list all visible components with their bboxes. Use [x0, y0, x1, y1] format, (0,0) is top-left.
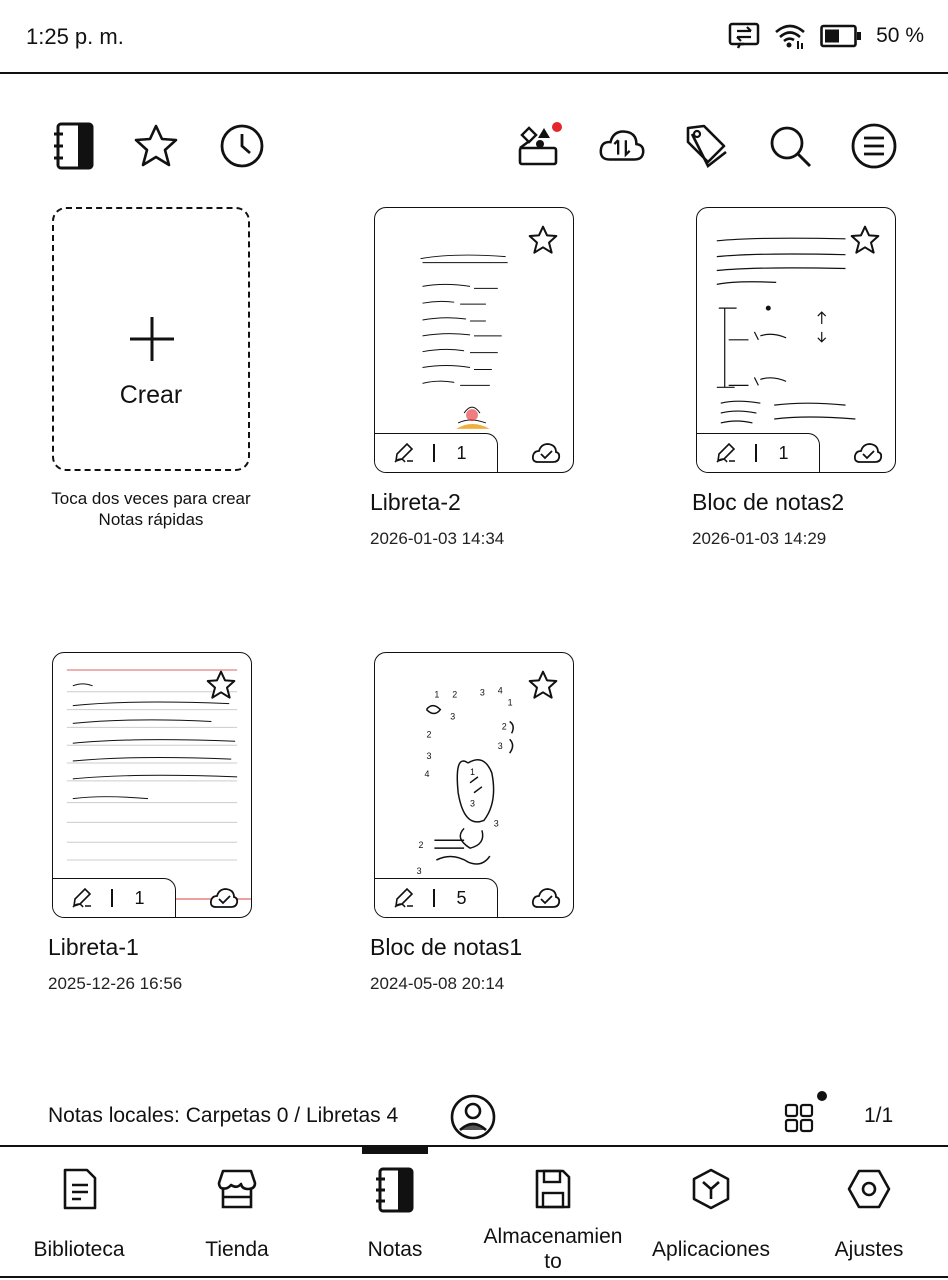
plus-icon: [128, 315, 176, 363]
nav-biblioteca[interactable]: [0, 1147, 158, 1278]
favorites-star-icon[interactable]: [132, 122, 180, 170]
note-card-footer: [53, 878, 176, 917]
status-bar: [0, 0, 948, 74]
svg-text:4: 4: [424, 768, 430, 779]
nav-label: Biblioteca: [33, 1238, 125, 1261]
bottom-border: [0, 1276, 948, 1278]
nav-ajustes[interactable]: [790, 1147, 948, 1278]
svg-text:3: 3: [426, 751, 432, 762]
footer-separator: [433, 889, 435, 907]
grid-notification-dot: [817, 1091, 827, 1101]
svg-text:3: 3: [416, 865, 422, 876]
note-title: Libreta-2: [370, 489, 461, 515]
create-hint: [30, 488, 272, 530]
svg-text:1: 1: [434, 689, 440, 700]
footer-separator: [111, 889, 113, 907]
all-notes-icon[interactable]: [50, 122, 98, 170]
note-title: Libreta-1: [48, 934, 139, 960]
notebook-icon: [374, 1167, 416, 1213]
create-hint-line2: Notas rápidas: [98, 510, 204, 529]
page-count: 1: [134, 887, 145, 908]
note-date: 2026-01-03 14:34: [370, 529, 505, 548]
wifi-icon: [774, 23, 806, 49]
svg-text:4: 4: [497, 685, 503, 696]
page-count: 1: [778, 442, 789, 463]
note-card[interactable]: [374, 652, 574, 918]
nav-almacenamiento[interactable]: [474, 1147, 632, 1278]
note-card-footer: [697, 433, 820, 472]
cloud-sync-icon[interactable]: [598, 122, 646, 170]
note-date: 2025-12-26 16:56: [48, 974, 183, 993]
apps-icon: [689, 1167, 733, 1211]
grid-view-icon[interactable]: [784, 1099, 830, 1135]
nav-label: Tienda: [205, 1238, 269, 1261]
pen-icon: [393, 442, 415, 464]
note-date: 2026-01-03 14:29: [692, 529, 827, 548]
note-item[interactable]: [48, 652, 252, 993]
pen-icon: [393, 887, 415, 909]
nav-aplicaciones[interactable]: [632, 1147, 790, 1278]
battery-icon: [820, 24, 862, 48]
note-date: 2024-05-08 20:14: [370, 974, 505, 993]
svg-text:3: 3: [450, 711, 456, 722]
note-title: Bloc de notas2: [692, 489, 845, 515]
page-count: 5: [456, 887, 467, 908]
status-time: 1:25 p. m.: [26, 24, 124, 49]
page-count: 1: [456, 442, 467, 463]
note-card-footer: [375, 433, 498, 472]
svg-text:1: 1: [507, 697, 513, 708]
footer-separator: [433, 444, 435, 462]
nav-tienda[interactable]: [158, 1147, 316, 1278]
note-title: Bloc de notas1: [370, 934, 523, 960]
svg-text:3: 3: [493, 818, 499, 829]
svg-text:2: 2: [501, 721, 507, 732]
note-item[interactable]: [370, 207, 574, 548]
svg-text:1: 1: [470, 766, 476, 777]
favorite-star-icon[interactable]: [527, 224, 559, 256]
settings-icon: [846, 1167, 892, 1211]
cloud-synced-icon: [531, 886, 561, 910]
favorite-star-icon[interactable]: [849, 224, 881, 256]
note-card-footer: [375, 878, 498, 917]
nav-label: Aplicaciones: [652, 1238, 770, 1261]
cloud-synced-icon: [209, 886, 239, 910]
svg-text:3: 3: [497, 741, 503, 752]
tags-icon[interactable]: [682, 122, 730, 170]
recent-clock-icon[interactable]: [218, 122, 266, 170]
bottom-navigation: [0, 1145, 948, 1280]
favorite-star-icon[interactable]: [205, 669, 237, 701]
nav-label: Notas: [367, 1238, 423, 1261]
page-indicator: 1/1: [864, 1104, 894, 1127]
nav-label: Almacenamien to: [483, 1225, 623, 1273]
create-note-button[interactable]: [52, 207, 250, 471]
note-card[interactable]: [696, 207, 896, 473]
svg-text:2: 2: [426, 729, 432, 740]
search-icon[interactable]: [766, 122, 814, 170]
favorite-star-icon[interactable]: [527, 669, 559, 701]
nav-label: Ajustes: [834, 1238, 904, 1261]
note-card[interactable]: [52, 652, 252, 918]
templates-shapes-icon[interactable]: [516, 122, 564, 170]
svg-text:2: 2: [452, 689, 458, 700]
note-item[interactable]: [370, 652, 574, 993]
cloud-synced-icon: [853, 441, 883, 465]
account-avatar-icon[interactable]: [450, 1094, 496, 1140]
svg-text:3: 3: [479, 687, 485, 698]
note-item[interactable]: [692, 207, 896, 548]
store-icon: [215, 1167, 259, 1211]
sync-icon: [728, 22, 760, 50]
status-icons: [728, 22, 924, 50]
book-icon: [59, 1167, 99, 1211]
cloud-synced-icon: [531, 441, 561, 465]
svg-text:2: 2: [418, 840, 424, 851]
create-hint-line1: Toca dos veces para crear: [51, 489, 251, 508]
battery-level: 50 %: [876, 24, 924, 47]
svg-text:3: 3: [470, 798, 476, 809]
nav-notas[interactable]: [316, 1147, 474, 1278]
pen-icon: [71, 887, 93, 909]
local-notes-summary: Notas locales: Carpetas 0 / Libretas 4: [48, 1104, 399, 1127]
note-card[interactable]: [374, 207, 574, 473]
create-label: Crear: [119, 381, 183, 409]
storage-icon: [533, 1167, 573, 1211]
pen-icon: [715, 442, 737, 464]
footer-separator: [755, 444, 757, 462]
menu-icon[interactable]: [850, 122, 898, 170]
